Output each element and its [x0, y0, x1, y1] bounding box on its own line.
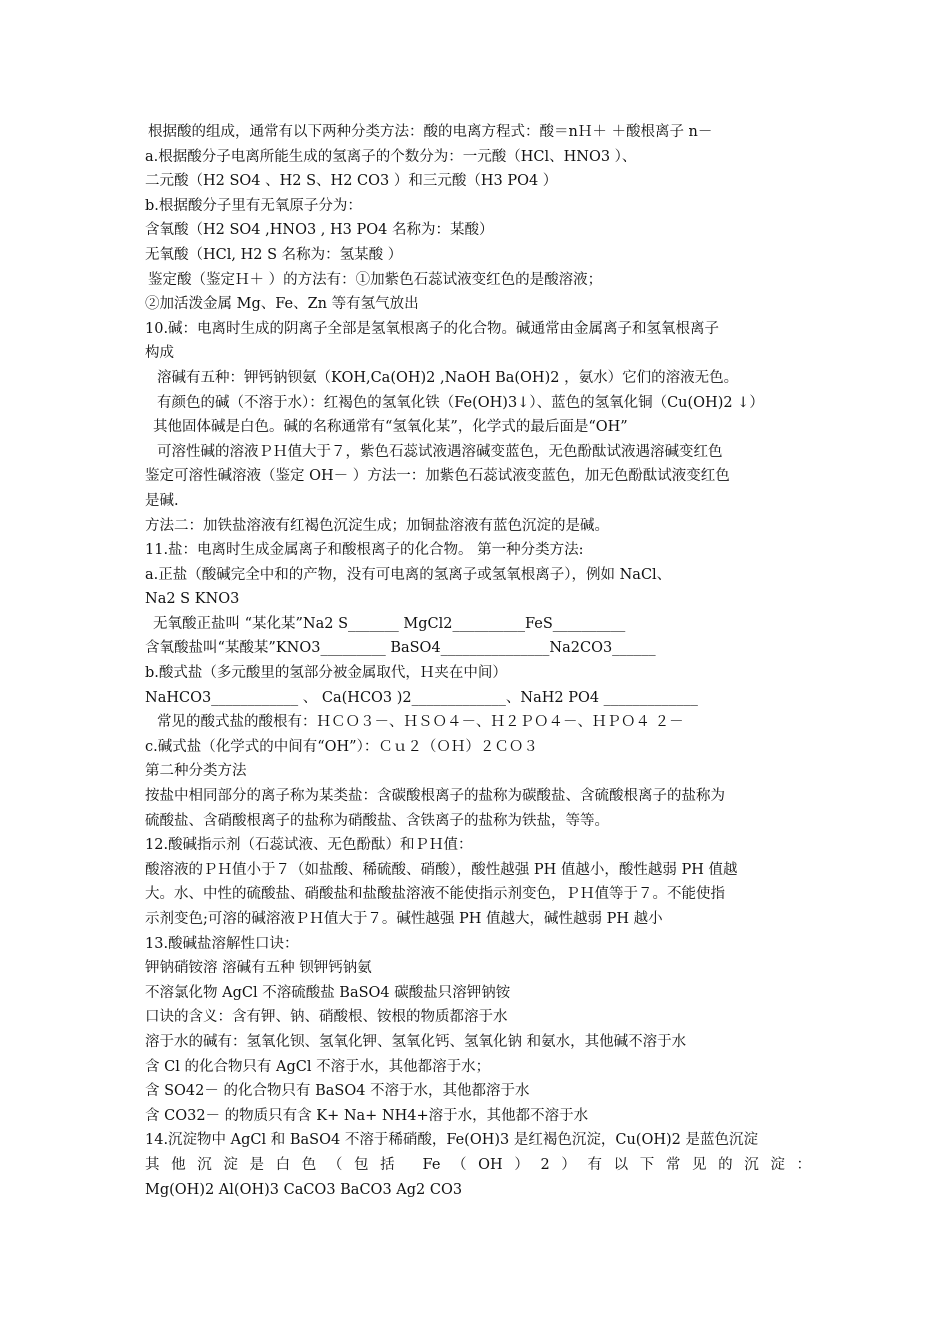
- text-line: 含氧酸（H2 SO4 ,HNO3 , H3 PO4 名称为：某酸）: [145, 222, 494, 239]
- text-line: 溶碱有五种：钾钙钠钡氨（KOH,Ca(OH)2 ,NaOH Ba(OH)2 ，氨水）它们的溶液无色。: [157, 369, 739, 386]
- text-line: 硫酸盐、含硝酸根离子的盐称为硝酸盐、含铁离子的盐称为铁盐，等等。: [145, 812, 609, 829]
- text-line: 口诀的含义：含有钾、钠、硝酸根、铵根的物质都溶于水: [145, 1009, 508, 1026]
- text-line: 二元酸（H2 SO4 、H2 S、H2 CO3 ）和三元酸（H3 PO4 ）: [145, 173, 558, 190]
- text-line: 鉴定可溶性碱溶液（鉴定 OH－ ）方法一：加紫色石蕊试液变蓝色，加无色酚酞试液变红色: [145, 468, 730, 485]
- text-line: a.正盐（酸碱完全中和的产物，没有可电离的氢离子或氢氧根离子），例如 NaCl、: [145, 566, 672, 583]
- text-line: 根据酸的组成，通常有以下两种分类方法：酸的电离方程式：酸＝nＨ＋ ＋酸根离子 n－: [148, 124, 713, 140]
- text-line: 溶于水的碱有：氢氧化钡、氢氧化钾、氢氧化钙、氢氧化钠 和氨水，其他碱不溶于水: [145, 1033, 687, 1050]
- text-line: 按盐中相同部分的离子称为某类盐：含碳酸根离子的盐称为碳酸盐、含硫酸根离子的盐称为: [145, 788, 725, 805]
- text-line: 其他沉淀是白色（包括 Fe（OH）2）有以下常见的沉淀：: [145, 1156, 811, 1173]
- text-line: 14.沉淀物中 AgCl 和 BaSO4 不溶于稀硝酸，Fe(OH)3 是红褐色沉淀，Cu(OH)2 是蓝色沉淀: [145, 1132, 758, 1149]
- text-line: 12.酸碱指示剂（石蕊试液、无色酚酞）和ＰＨ值：: [145, 837, 473, 854]
- text-line: 构成: [145, 345, 174, 362]
- text-line: 不溶氯化物 AgCl 不溶硫酸盐 BaSO4 碳酸盐只溶钾钠铵: [145, 984, 511, 1001]
- text-line: 含 CO32－ 的物质只有含 K+ Na+ NH4+溶于水，其他都不溶于水: [145, 1107, 589, 1124]
- text-line: 大。水、中性的硫酸盐、硝酸盐和盐酸盐溶液不能使指示剂变色，ＰＨ值等于７。不能使指: [145, 886, 725, 903]
- text-line: 鉴定酸（鉴定Ｈ＋ ）的方法有：①加紫色石蕊试液变红色的是酸溶液；: [148, 271, 603, 288]
- text-line: 方法二：加铁盐溶液有红褐色沉淀生成；加铜盐溶液有蓝色沉淀的是碱。: [145, 517, 609, 534]
- text-line: 第二种分类方法: [145, 763, 247, 780]
- text-line: Na2 S KNO3: [145, 591, 240, 608]
- text-line: b.酸式盐（多元酸里的氢部分被金属取代，Ｈ夹在中间）: [145, 665, 507, 682]
- text-line: 是碱.: [145, 492, 179, 509]
- text-line: 10.碱：电离时生成的阴离子全部是氢氧根离子的化合物。碱通常由金属离子和氢氧根离子: [145, 320, 720, 337]
- text-line: 常见的酸式盐的酸根有：ＨＣＯ３－、ＨＳＯ４－、Ｈ２ＰＯ４－、ＨＰＯ４ ２－: [157, 714, 684, 731]
- text-line: 可溶性碱的溶液ＰＨ值大于７，紫色石蕊试液遇溶碱变蓝色，无色酚酞试液遇溶碱变红色: [157, 443, 723, 460]
- text-line: 无氧酸（HCl, H2 S 名称为：氢某酸 ）: [145, 246, 403, 263]
- text-line: a.根据酸分子电离所能生成的氢离子的个数分为：一元酸（HCl、HNO3 ）、: [145, 148, 637, 165]
- text-line: Mg(OH)2 Al(OH)3 CaCO3 BaCO3 Ag2 CO3: [145, 1181, 463, 1198]
- text-line: 示剂变色;可溶的碱溶液ＰＨ值大于７。碱性越强 PH 值越大，碱性越弱 PH 越小: [145, 911, 663, 927]
- text-line: 有颜色的碱（不溶于水）：红褐色的氢氧化铁（Fe(OH)3↓）、蓝色的氢氧化铜（Cu(OH)2 ↓）: [157, 394, 764, 411]
- text-line: b.根据酸分子里有无氧原子分为：: [145, 197, 362, 214]
- text-line: 无氧酸正盐叫 “某化某”Na2 S_______ MgCl2__________FeS__________: [153, 615, 626, 632]
- text-line: 其他固体碱是白色。碱的名称通常有“氢氧化某”，化学式的最后面是“OH”: [153, 419, 628, 436]
- text-line: 钾钠硝铵溶 溶碱有五种 钡钾钙钠氨: [145, 960, 372, 977]
- text-line: 含 Cl 的化合物只有 AgCl 不溶于水，其他都溶于水；: [145, 1058, 491, 1075]
- text-line: 酸溶液的ＰＨ值小于７（如盐酸、稀硫酸、硝酸），酸性越强 PH 值越小，酸性越弱 PH 值越: [145, 861, 738, 878]
- text-line: 含 SO42－ 的化合物只有 BaSO4 不溶于水，其他都溶于水: [145, 1083, 530, 1100]
- text-line: 11.盐：电离时生成金属离子和酸根离子的化合物。 第一种分类方法:: [145, 542, 584, 559]
- document-body: [145, 120, 811, 1202]
- text-line: 含氧酸盐叫“某酸某”KNO3_________ BaSO4_______________Na2CO3______: [145, 640, 656, 657]
- text-line: c.碱式盐（化学式的中间有“OH”）：Ｃｕ２（ＯＨ）２ＣＯ３: [145, 738, 538, 755]
- text-line: NaHCO3____________ 、 Ca(HCO3 )2_____________、NaH2 PO4 _____________: [145, 689, 698, 706]
- text-line: 13.酸碱盐溶解性口诀：: [145, 935, 299, 952]
- text-line: ②加活泼金属 Mg、Fe、Zn 等有氢气放出: [145, 296, 419, 313]
